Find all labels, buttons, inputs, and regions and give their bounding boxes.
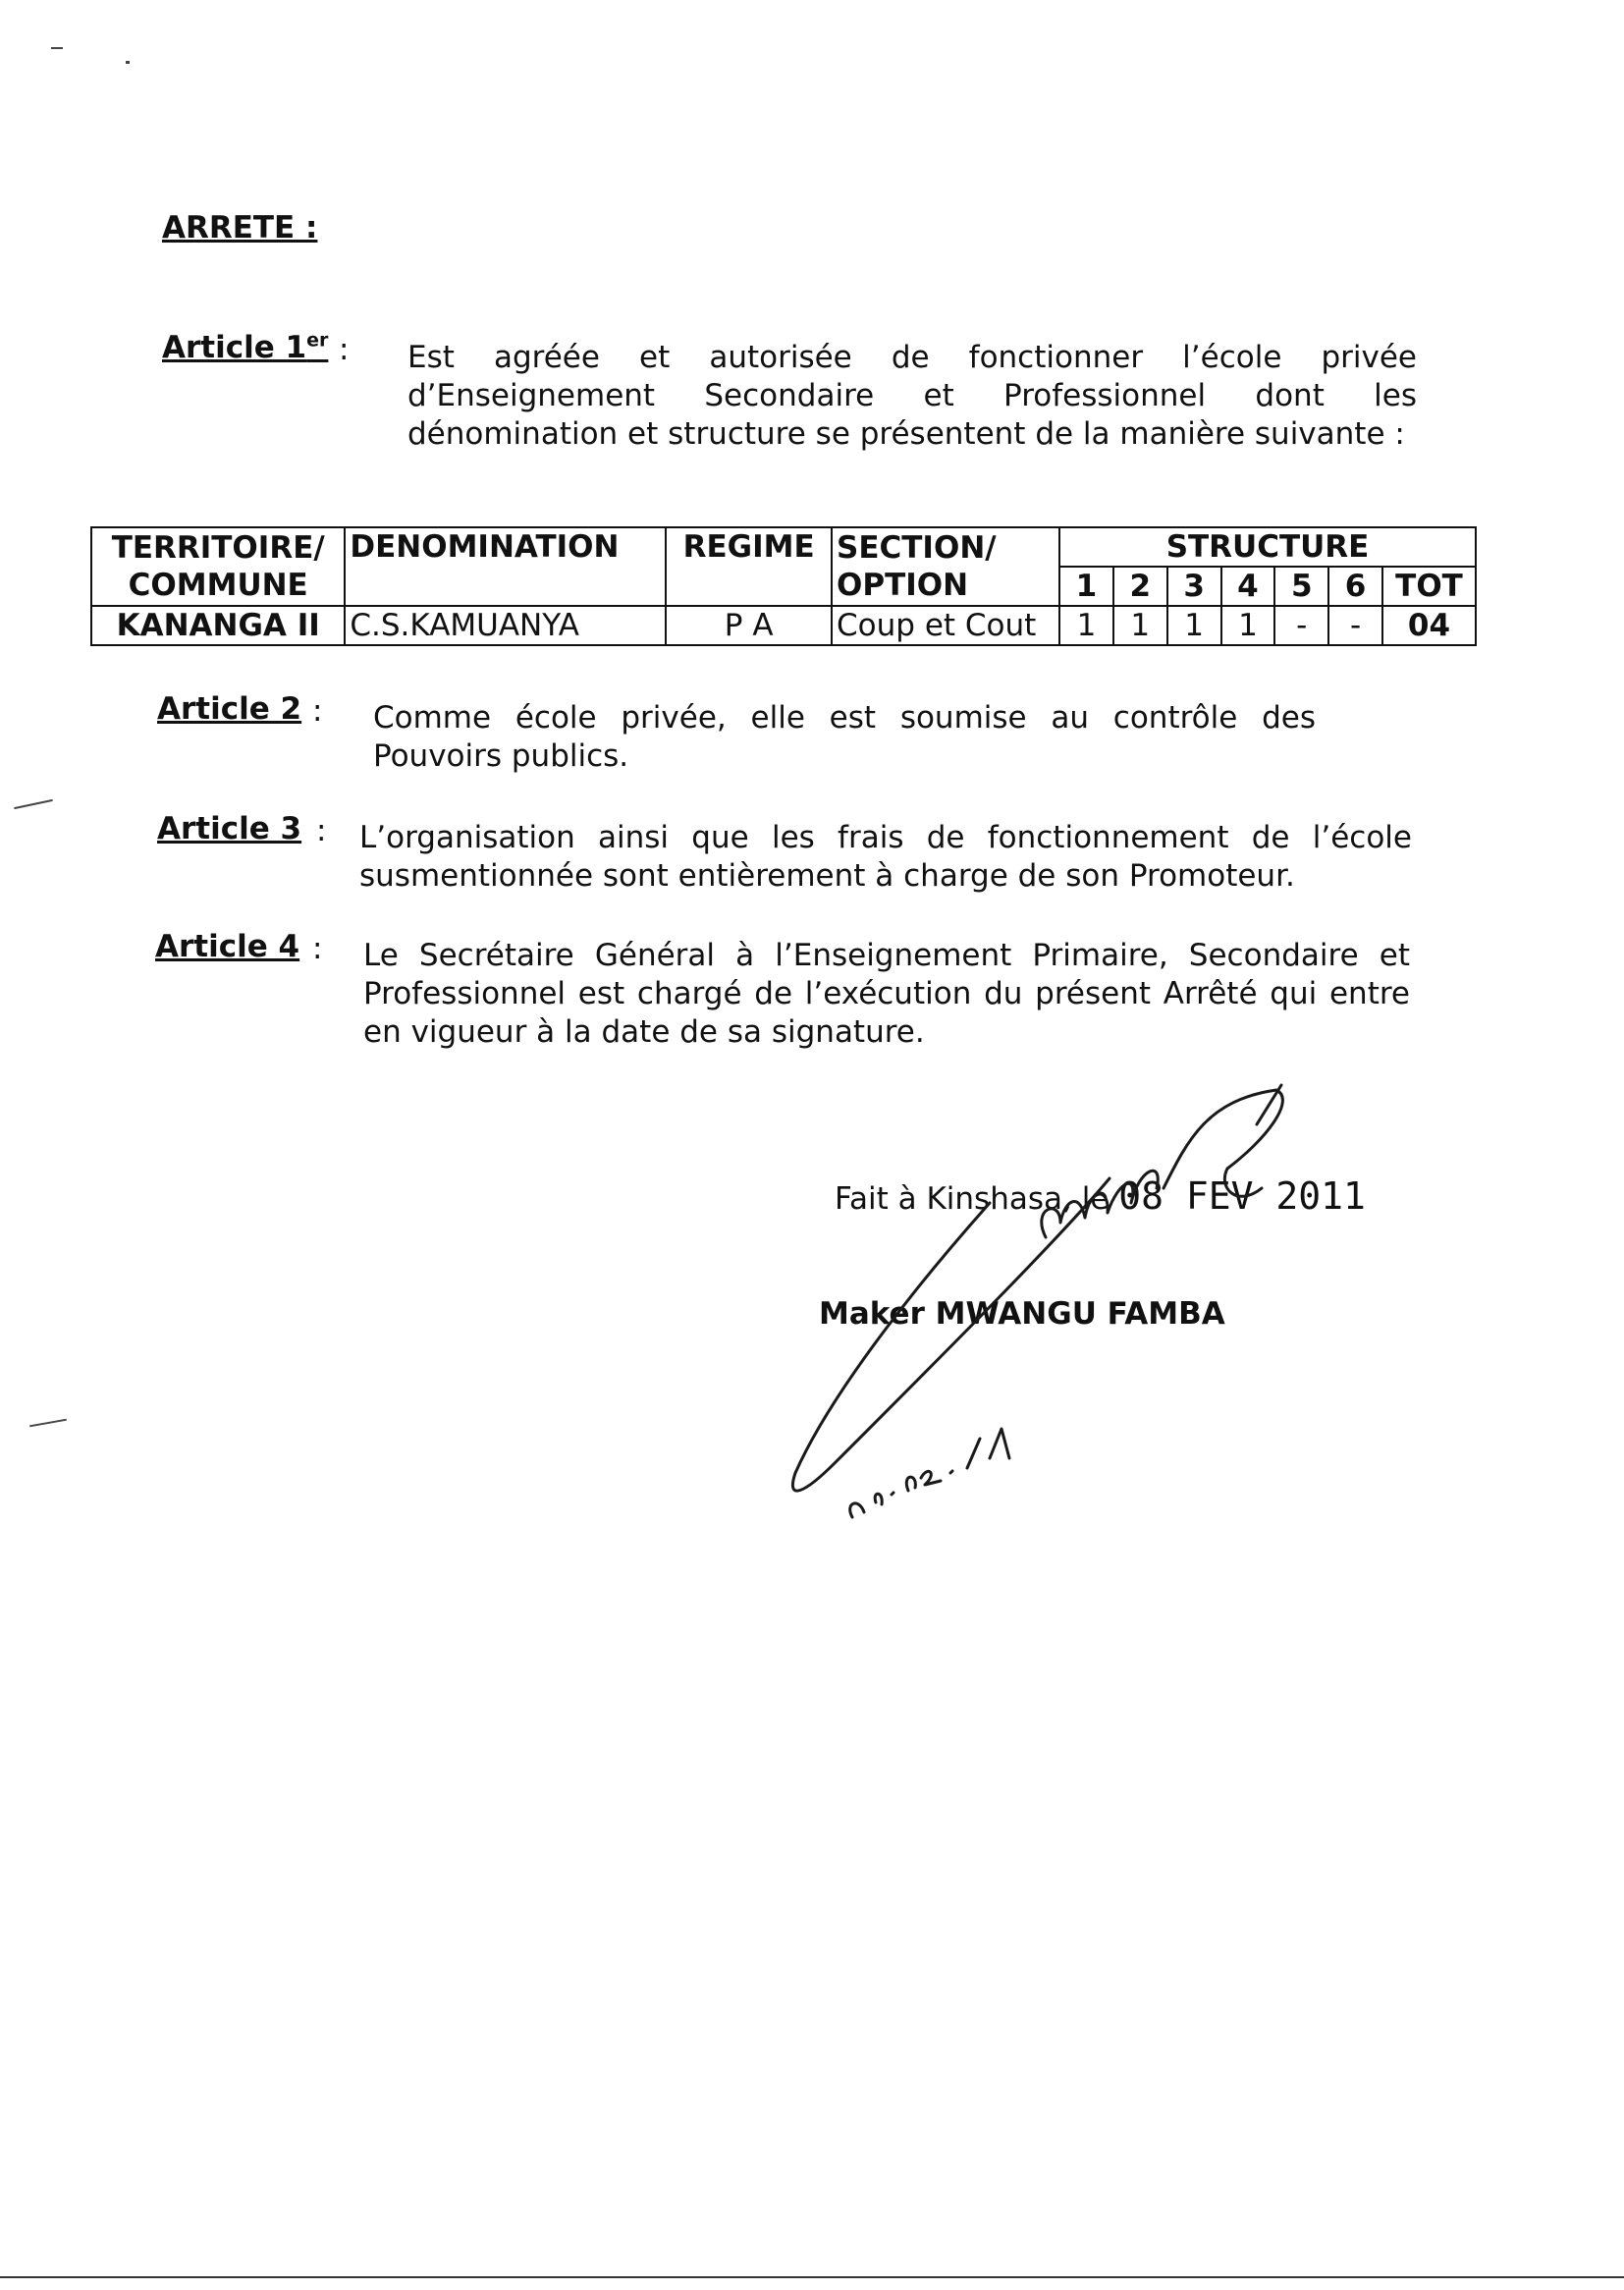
article-4-text: Le Secrétaire Général à l’Enseignement Primaire, Secondaire et Professionnel est chargé de l’exécution du présent Arrêté qui entre en vigueur à la date de sa signature.	[363, 938, 1410, 1050]
scan-speck	[14, 799, 53, 809]
cell-total: 04	[1382, 606, 1476, 645]
article-2-colon: :	[312, 693, 323, 729]
page-bottom-rule	[0, 2276, 1624, 2278]
header-section-line1: SECTION/	[837, 530, 997, 566]
cell-level: 1	[1167, 606, 1221, 645]
article-2-label	[157, 691, 301, 727]
article-3-text: L’organisation ainsi que les frais de fonctionnement de l’école susmentionnée sont entièrement à charge de son Promoteur.	[359, 820, 1412, 894]
header-regime: REGIME	[666, 527, 832, 606]
cell-level: -	[1328, 606, 1382, 645]
article-3-colon: :	[316, 813, 327, 848]
scan-speck	[126, 61, 130, 64]
cell-regime: P A	[666, 606, 832, 645]
cell-level: -	[1274, 606, 1328, 645]
table-header-row	[91, 527, 1476, 567]
cell-section: Coup et Cout	[832, 606, 1059, 645]
header-territoire-line2: COMMUNE	[128, 568, 308, 603]
signer-name: Maker MWANGU FAMBA	[819, 1296, 1225, 1332]
header-territoire	[91, 527, 345, 606]
scan-speck	[51, 47, 63, 49]
header-section	[832, 527, 1059, 606]
header-territoire-line1: TERRITOIRE/	[111, 530, 325, 566]
article-4-label-main: Article 4	[155, 929, 300, 964]
decree-heading: ARRETE :	[162, 210, 318, 245]
place-text: Fait à Kinshasa, le	[835, 1181, 1110, 1217]
handwritten-signature	[766, 1080, 1316, 1542]
header-level: 4	[1221, 567, 1275, 606]
table-row	[91, 606, 1476, 645]
header-section-line2: OPTION	[837, 568, 969, 603]
cell-level: 1	[1059, 606, 1113, 645]
cell-territoire: KANANGA II	[91, 606, 345, 645]
article-1-text: Est agréée et autorisée de fonctionner l’école privée d’Enseignement Secondaire et Professionnel dont les dénomination et structure se présentent de la manière suivante :	[407, 340, 1417, 452]
article-4-label	[155, 929, 299, 964]
article-1-colon: :	[339, 332, 350, 367]
article-1-label-main: Article 1	[162, 330, 307, 366]
header-level: 6	[1328, 567, 1382, 606]
header-level: 2	[1113, 567, 1167, 606]
header-total: TOT	[1382, 567, 1476, 606]
cell-level: 1	[1221, 606, 1275, 645]
article-3-label	[157, 811, 301, 846]
header-level: 5	[1274, 567, 1328, 606]
header-level: 3	[1167, 567, 1221, 606]
header-level: 1	[1059, 567, 1113, 606]
cell-level: 1	[1113, 606, 1167, 645]
stamped-date: 08 FEV 2011	[1118, 1174, 1366, 1218]
article-1-label-sup: er	[306, 330, 329, 352]
scan-speck	[29, 1419, 67, 1428]
cell-denomination: C.S.KAMUANYA	[345, 606, 666, 645]
article-2-text: Comme école privée, elle est soumise au contrôle des Pouvoirs publics.	[373, 700, 1316, 774]
header-structure: STRUCTURE	[1059, 527, 1476, 567]
header-denomination: DENOMINATION	[345, 527, 666, 606]
article-4-colon: :	[312, 931, 323, 966]
article-3-label-main: Article 3	[157, 811, 302, 846]
structure-table	[90, 526, 1477, 646]
article-1-label	[162, 330, 328, 365]
article-2-label-main: Article 2	[157, 691, 302, 727]
